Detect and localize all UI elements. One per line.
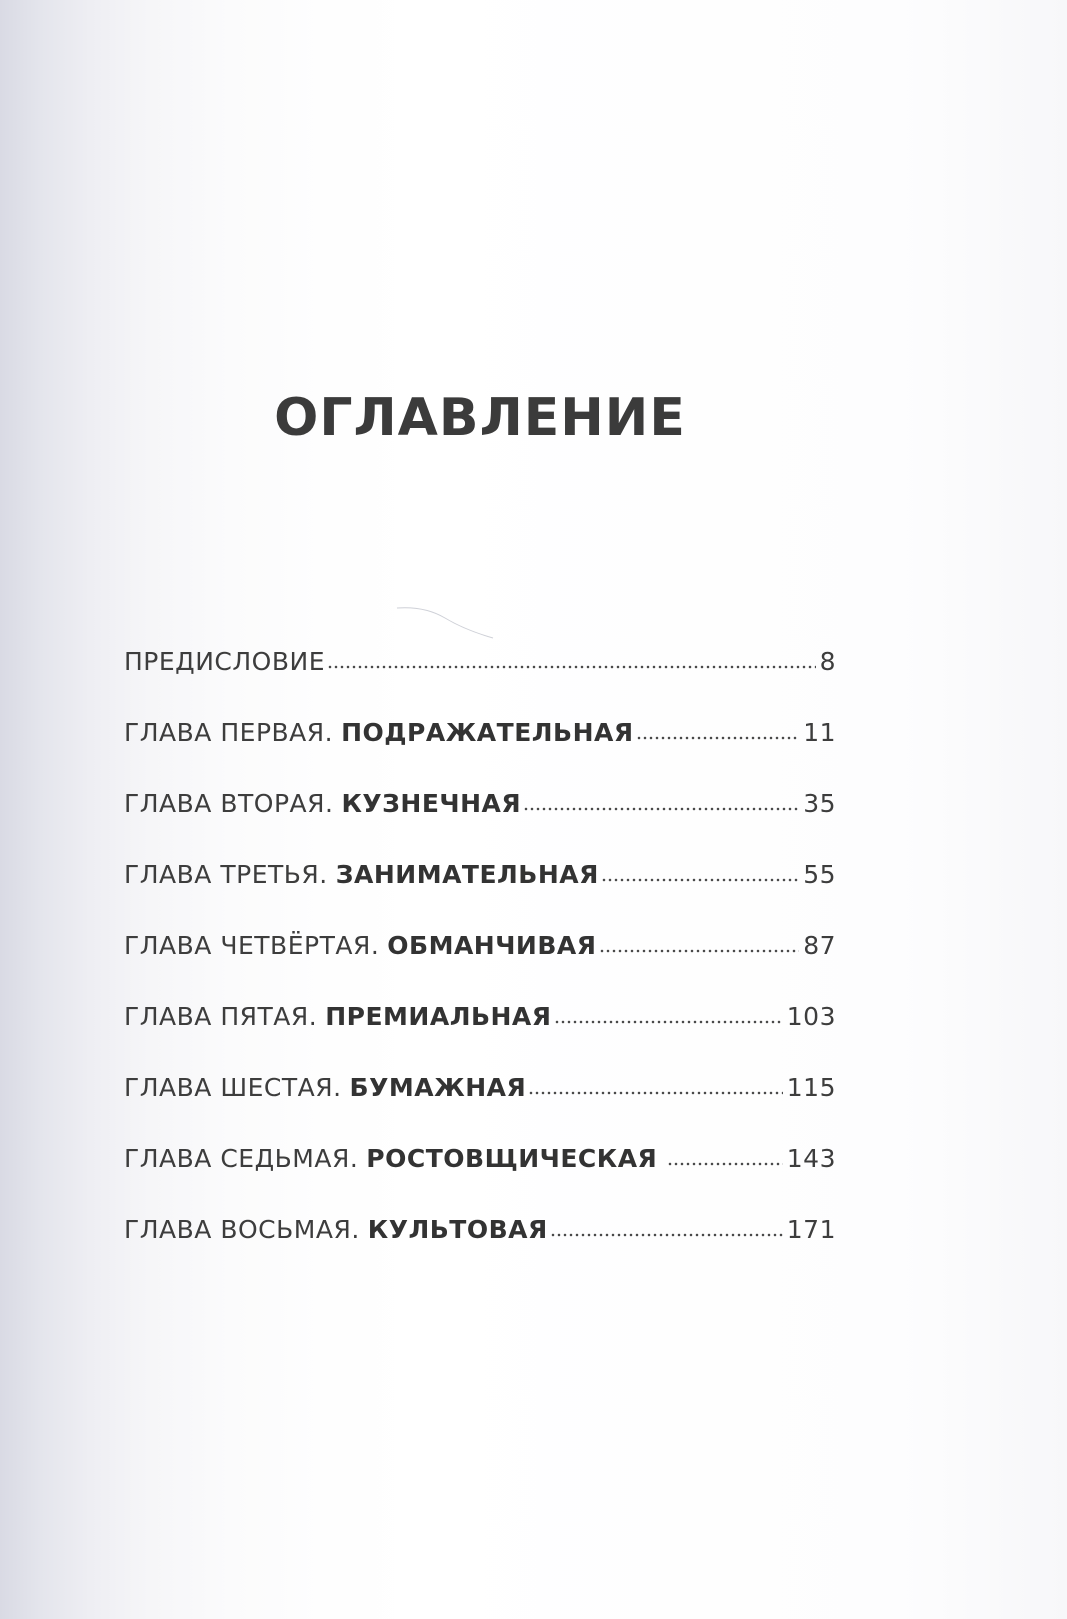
toc-entry-prefix: ГЛАВА СЕДЬМАЯ. [124, 1144, 359, 1173]
toc-entry-chapter-2[interactable] [124, 786, 836, 857]
toc-entry-name: КУЛЬТОВАЯ [367, 1215, 548, 1244]
toc-page-number: 8 [819, 647, 836, 676]
toc-entry-prefix: ГЛАВА ШЕСТАЯ. [124, 1073, 342, 1102]
dot-leader [599, 949, 800, 953]
toc-entry-name: ОБМАНЧИВАЯ [387, 931, 597, 960]
toc-entry-name: РОСТОВЩИЧЕСКАЯ [366, 1144, 658, 1173]
toc-page-number: 87 [803, 931, 836, 960]
dot-leader [667, 1162, 782, 1166]
toc-entry-chapter-1[interactable] [124, 715, 836, 786]
dot-leader [550, 1233, 783, 1237]
toc-entry-chapter-3[interactable] [124, 857, 836, 928]
toc-page-number: 55 [803, 860, 836, 889]
toc-entry-prefix: ПРЕДИСЛОВИЕ [124, 647, 325, 676]
toc-entry-prefix: ГЛАВА ТРЕТЬЯ. [124, 860, 328, 889]
toc-entry-chapter-6[interactable] [124, 1070, 836, 1141]
toc-entry-prefix: ГЛАВА ЧЕТВЁРТАЯ. [124, 931, 380, 960]
toc-entry-prefix: ГЛАВА ВТОРАЯ. [124, 789, 334, 818]
table-of-contents [124, 644, 836, 1283]
toc-entry-prefix: ГЛАВА ПЕРВАЯ. [124, 718, 334, 747]
dot-leader [327, 665, 816, 669]
toc-entry-name: БУМАЖНАЯ [349, 1073, 527, 1102]
toc-page-number: 35 [803, 789, 836, 818]
dot-leader [601, 878, 799, 882]
dot-leader [528, 1091, 783, 1095]
toc-page-number: 103 [786, 1002, 836, 1031]
toc-entry-chapter-5[interactable] [124, 999, 836, 1070]
toc-entry-prefix: ГЛАВА ПЯТАЯ. [124, 1002, 318, 1031]
toc-page-number: 115 [786, 1073, 836, 1102]
toc-entry-chapter-8[interactable] [124, 1212, 836, 1283]
toc-entry-prefix: ГЛАВА ВОСЬМАЯ. [124, 1215, 360, 1244]
toc-entry-preface[interactable] [124, 644, 836, 715]
pencil-mark [395, 600, 495, 640]
toc-entry-chapter-4[interactable] [124, 928, 836, 999]
toc-entry-name: ЗАНИМАТЕЛЬНАЯ [335, 860, 599, 889]
toc-entry-chapter-7[interactable] [124, 1141, 836, 1212]
toc-page-number: 171 [786, 1215, 836, 1244]
toc-page-number: 11 [803, 718, 836, 747]
dot-leader [554, 1020, 783, 1024]
toc-entry-name: ПОДРАЖАТЕЛЬНАЯ [341, 718, 634, 747]
toc-page-number: 143 [786, 1144, 836, 1173]
page-title: ОГЛАВЛЕНИЕ [274, 388, 686, 448]
toc-entry-name: ПРЕМИАЛЬНАЯ [325, 1002, 552, 1031]
dot-leader [523, 807, 799, 811]
dot-leader [636, 736, 800, 740]
toc-entry-name: КУЗНЕЧНАЯ [341, 789, 522, 818]
